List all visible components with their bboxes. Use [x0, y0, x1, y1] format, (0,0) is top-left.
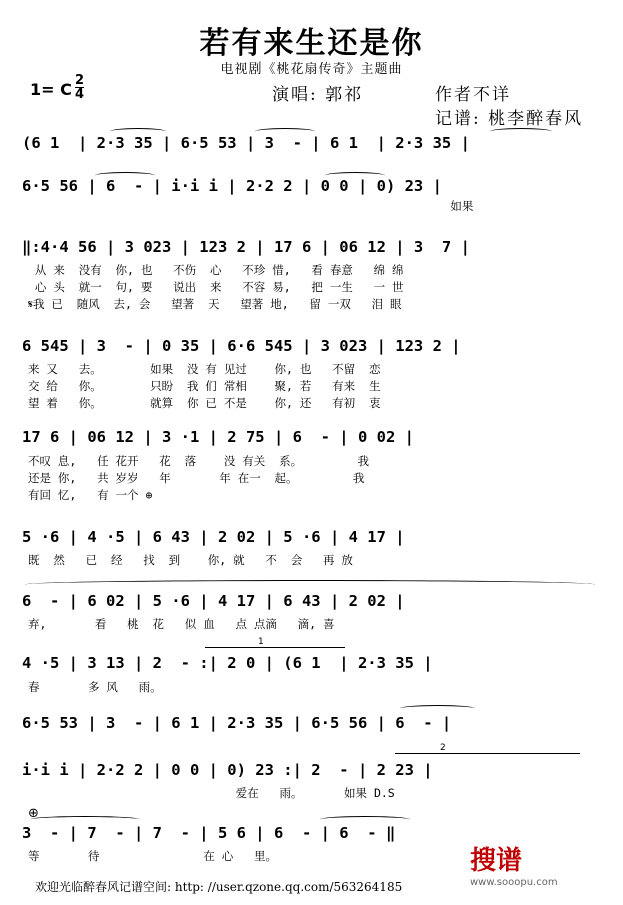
- transcriber-credit: 记谱: 桃李醉春风: [435, 109, 584, 129]
- score-row-6: 5 ·6 | 4 ·5 | 6 43 | 2 02 | 5 ·6 | 4 17 |: [22, 528, 405, 546]
- slur-mark: [320, 816, 410, 823]
- score-row-9: 6·5 53 | 3 - | 6 1 | 2·3 35 | 6·5 56 | 6 - |: [22, 714, 452, 732]
- lyrics-row-4-verse-2: 交 给 你。 只盼 我 们 常相 聚, 若 有来 生: [28, 379, 381, 393]
- slur-mark: [325, 172, 385, 179]
- lyrics-row-8: 春 多 风 雨。: [28, 680, 162, 694]
- lyrics-row-10: 爱在 雨。 如果 D.S: [28, 786, 395, 800]
- score-row-11: 3 - | 7 - | 7 - | 5 6 | 6 - | 6 - ‖: [22, 824, 396, 842]
- lyrics-row-4-verse-1: 来 又 去。 如果 没 有 见过 你, 也 不留 恋: [28, 362, 381, 376]
- lyrics-row-5-verse-3: 有回 忆, 有 一个 ⊕: [28, 488, 153, 502]
- site-logo[interactable]: [470, 840, 590, 888]
- song-subtitle: 电视剧《桃花扇传奇》主题曲: [220, 62, 403, 77]
- slur-mark: [255, 128, 315, 135]
- logo-url[interactable]: www.sooopu.com: [470, 877, 558, 888]
- slur-mark: [490, 128, 552, 135]
- slur-mark: [25, 580, 595, 589]
- coda-icon: ⊕: [28, 806, 39, 821]
- key-signature: 1= C: [30, 80, 72, 99]
- lyrics-row-7: 弃, 看 桃 花 似 血 点 点滴 滴, 喜: [28, 617, 335, 631]
- score-row-7: 6 - | 6 02 | 5 ·6 | 4 17 | 6 43 | 2 02 |: [22, 592, 405, 610]
- lyrics-row-5-verse-2: 还是 你, 共 岁岁 年 年 在一 起。 我: [28, 471, 365, 485]
- time-signature-bottom: 4: [75, 87, 85, 102]
- slur-mark: [400, 705, 475, 712]
- slur-mark: [110, 128, 166, 135]
- volta-1-bracket: [205, 647, 345, 648]
- score-row-2: 6·5 56 | 6 - | i·i i | 2·2 2 | 0 0 | 0) 23 |: [22, 177, 442, 195]
- time-signature-top: 2: [75, 73, 85, 88]
- footer-text: 欢迎光临醉春风记谱空间: http: //user.qzone.qq.com/563264185: [35, 880, 403, 894]
- score-row-4: 6 545 | 3 - | 0 35 | 6·6 545 | 3 023 | 123 2 |: [22, 337, 461, 355]
- lyrics-row-2-verse-1: 如果: [28, 199, 474, 213]
- lyrics-row-4-verse-3: 望 着 你。 就算 你 已 不是 你, 还 有初 衷: [28, 396, 381, 410]
- lyrics-row-11: 等 待 在 心 里。: [28, 849, 278, 863]
- lyrics-row-3-verse-1: 从 来 没有 你, 也 不伤 心 不珍 惜, 看 春意 绵 绵: [28, 263, 404, 277]
- score-row-1: (6 1 | 2·3 35 | 6·5 53 | 3 - | 6 1 | 2·3 35 |: [22, 134, 470, 152]
- time-signature: [75, 74, 84, 101]
- slur-mark: [95, 172, 155, 179]
- lyrics-row-6: 既 然 已 经 找 到 你, 就 不 会 再 放: [28, 553, 353, 567]
- volta-2-bracket: [395, 753, 580, 754]
- volta-1-label: 1: [258, 637, 264, 647]
- logo-text: 搜谱: [470, 846, 523, 876]
- score-row-10: i·i i | 2·2 2 | 0 0 | 0) 23 :| 2 - | 2 23 |: [22, 761, 433, 779]
- score-row-5: 17 6 | 06 12 | 3 ·1 | 2 75 | 6 - | 0 02 |: [22, 428, 414, 446]
- lyrics-row-3-verse-2: 心 头 就一 句, 要 说出 来 不容 易, 把 一生 一 世: [28, 280, 404, 294]
- lyrics-row-3-verse-3: 𝄋我 已 随风 去, 会 望著 天 望著 地, 留 一双 泪 眼: [28, 297, 402, 311]
- lyrics-row-5-verse-1: 不叹 息, 任 花开 花 落 没 有关 系。 我: [28, 454, 370, 468]
- score-row-8: 4 ·5 | 3 13 | 2 - :| 2 0 | (6 1 | 2·3 35 |: [22, 654, 433, 672]
- singer-credit: 演唱: 郭祁: [272, 85, 364, 105]
- composer-credit: 作者不详: [435, 85, 511, 105]
- slur-mark: [30, 816, 140, 823]
- song-title: 若有来生还是你: [199, 26, 424, 61]
- score-row-3: ‖:4·4 56 | 3 023 | 123 2 | 17 6 | 06 12 | 3 7 |: [22, 238, 470, 256]
- volta-2-label: 2: [440, 743, 446, 753]
